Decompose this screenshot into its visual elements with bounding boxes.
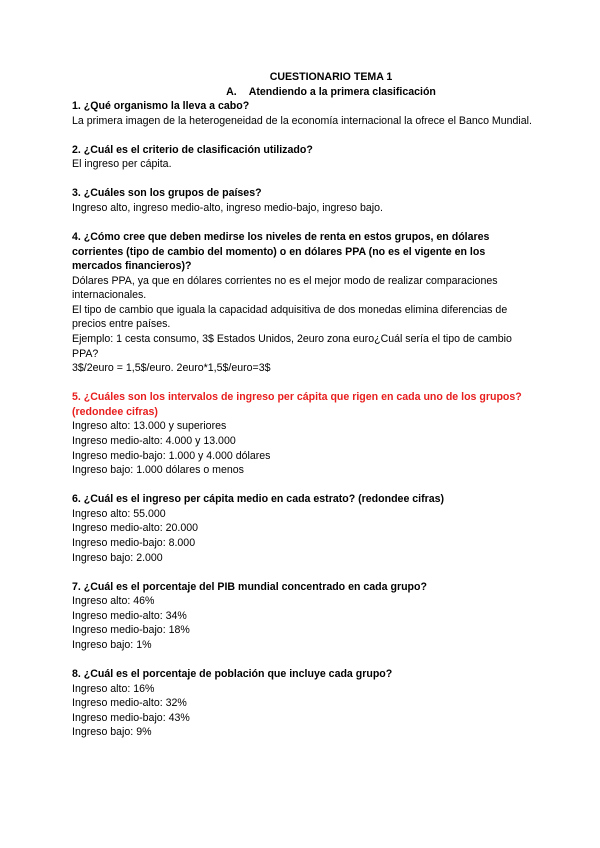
answer-line: El ingreso per cápita. — [72, 158, 172, 171]
answer-line: 3$/2euro = 1,5$/euro. 2euro*1,5$/euro=3$ — [72, 362, 271, 375]
question-text: 5. ¿Cuáles son los intervalos de ingreso per cápita que rigen en cada uno de los grupos? (redondee cifras) — [72, 391, 522, 418]
section-letter: A. — [226, 85, 237, 98]
question-text: 6. ¿Cuál es el ingreso per cápita medio en cada estrato? (redondee cifras) — [72, 493, 445, 506]
question-block — [72, 580, 532, 653]
answer-line: Ingreso bajo: 1% — [72, 638, 152, 651]
answer-line: Ingreso medio-alto: 34% — [72, 609, 187, 622]
answer-line: Ingreso medio-bajo: 1.000 y 4.000 dólares — [72, 449, 271, 462]
answer-line: La primera imagen de la heterogeneidad de la economía internacional la ofrece el Banco Mundial. — [72, 114, 532, 127]
section-title: Atendiendo a la primera clasificación — [248, 85, 436, 98]
question-block — [72, 230, 532, 376]
question-text: 8. ¿Cuál es el porcentaje de población que incluye cada grupo? — [72, 667, 393, 680]
answer-line: Ingreso alto: 13.000 y superiores — [72, 420, 227, 433]
answer-line: El tipo de cambio que iguala la capacidad adquisitiva de dos monedas elimina diferencias de precios entre países. — [72, 303, 508, 331]
answer-line: Ingreso alto: 46% — [72, 595, 155, 608]
answer-line: Ingreso medio-alto: 32% — [72, 697, 187, 710]
answer-line: Dólares PPA, ya que en dólares corrientes no es el mejor modo de realizar comparaciones internacionales. — [72, 274, 498, 302]
question-block — [72, 667, 532, 740]
question-block — [72, 186, 532, 215]
answer-line: Ejemplo: 1 cesta consumo, 3$ Estados Unidos, 2euro zona euro¿Cuál sería el tipo de cambio PPA? — [72, 333, 512, 360]
answer-line: Ingreso medio-bajo: 8.000 — [72, 536, 196, 549]
answer-line: Ingreso bajo: 2.000 — [72, 551, 163, 564]
document-title: CUESTIONARIO TEMA 1 — [269, 71, 393, 83]
question-block — [72, 99, 532, 128]
answer-line: Ingreso medio-bajo: 43% — [72, 711, 190, 724]
answer-line: Ingreso medio-alto: 20.000 — [72, 522, 199, 535]
answer-line: Ingreso alto: 16% — [72, 682, 155, 695]
question-text: 1. ¿Qué organismo la lleva a cabo? — [72, 100, 250, 113]
question-block — [72, 143, 532, 172]
section-heading — [130, 85, 532, 100]
question-text: 2. ¿Cuál es el criterio de clasificación utilizado? — [72, 143, 313, 156]
question-block — [72, 492, 532, 565]
question-text: 7. ¿Cuál es el porcentaje del PIB mundial concentrado en cada grupo? — [72, 580, 427, 593]
answer-line: Ingreso bajo: 1.000 dólares o menos — [72, 464, 244, 477]
answer-line: Ingreso bajo: 9% — [72, 726, 152, 739]
question-text: 4. ¿Cómo cree que deben medirse los niveles de renta en estos grupos, en dólares corrientes (tipo de cambio del momento) o en dólares PPA (no es el vigente en los mercados financieros)? — [72, 230, 490, 273]
answer-line: Ingreso medio-alto: 4.000 y 13.000 — [72, 435, 236, 448]
questions-list — [72, 99, 532, 740]
answer-line: Ingreso alto, ingreso medio-alto, ingreso medio-bajo, ingreso bajo. — [72, 201, 383, 214]
answer-line: Ingreso medio-bajo: 18% — [72, 624, 190, 637]
answer-line: Ingreso alto: 55.000 — [72, 507, 166, 520]
question-block — [72, 390, 532, 478]
document-page — [72, 70, 532, 754]
question-text: 3. ¿Cuáles son los grupos de países? — [72, 187, 262, 200]
